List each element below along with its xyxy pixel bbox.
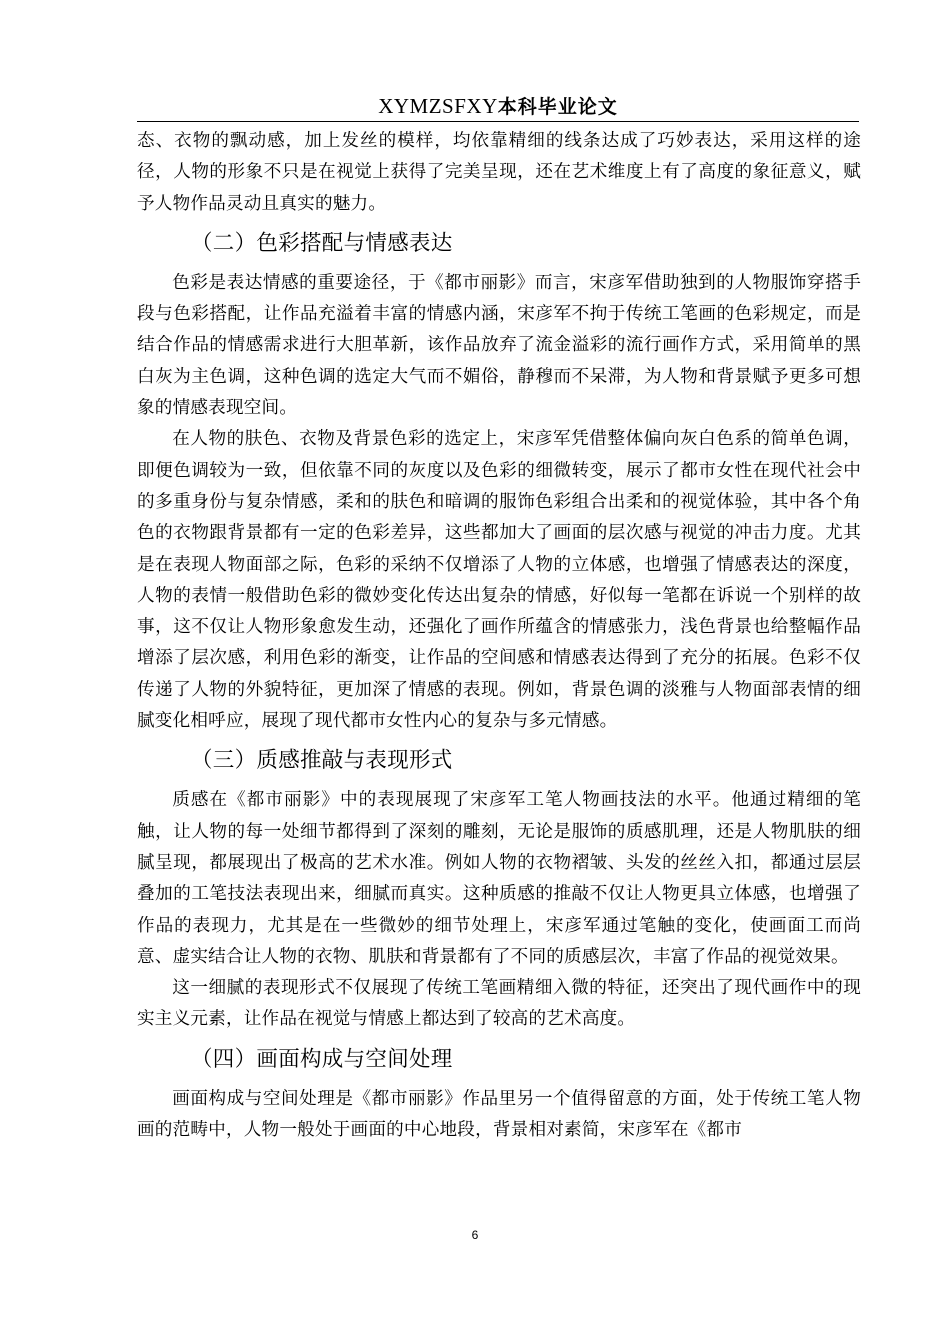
page-number: 6 xyxy=(471,1228,479,1242)
running-header xyxy=(137,92,859,120)
paragraph: 质感在《都市丽影》中的表现展现了宋彦军工笔人物画技法的水平。他通过精细的笔触，让人物的每一处细节都得到了深刻的雕刻，无论是服饰的质感肌理，还是人物肌肤的细腻呈现，都展现出了极高的艺术水准。例如人物的衣物褶皱、头发的丝丝入扣，都通过层层叠加的工笔技法表现出来，细腻而真实。这种质感的推敲不仅让人物更具立体感，也增强了作品的表现力，尤其是在一些微妙的细节处理上，宋彦军通过笔触的变化，使画面工而尚意、虚实结合让人物的衣物、肌肤和背景都有了不同的质感层次，丰富了作品的视觉效果。 xyxy=(137,790,861,967)
continued-paragraph: 态、衣物的飘动感，加上发丝的模样，均依靠精细的线条达成了巧妙表达，采用这样的途径，人物的形象不只是在视觉上获得了完美呈现，还在艺术维度上有了高度的象征意义，赋予人物作品灵动且真实的魅力。 xyxy=(137,131,861,214)
header-rule xyxy=(137,121,859,122)
section-heading-composition: （四）画面构成与空间处理 xyxy=(191,1046,453,1072)
paragraph: 这一细腻的表现形式不仅展现了传统工笔画精细入微的特征，还突出了现代画作中的现实主义元素，让作品在视觉与情感上都达到了较高的艺术高度。 xyxy=(137,978,861,1030)
body-text xyxy=(137,126,861,1146)
paragraph: 在人物的肤色、衣物及背景色彩的选定上，宋彦军凭借整体偏向灰白色系的简单色调，即便色调较为一致，但依靠不同的灰度以及色彩的细微转变，展示了都市女性在现代社会中的多重身份与复杂情感，柔和的肤色和暗调的服饰色彩组合出柔和的视觉体验，其中各个角色的衣物跟背景都有一定的色彩差异，这些都加大了画面的层次感与视觉的冲击力度。尤其是在表现人物面部之际，色彩的采纳不仅增添了人物的立体感，也增强了情感表达的深度，人物的表情一般借助色彩的微妙变化传达出复杂的情感，好似每一笔都在诉说一个别样的故事，这不仅让人物形象愈发生动，还强化了画作所蕴含的情感张力，浅色背景也给整幅作品增添了层次感，利用色彩的渐变，让作品的空间感和情感表达得到了充分的拓展。色彩不仅传递了人物的外貌特征，更加深了情感的表现。例如，背景色调的淡雅与人物面部表情的细腻变化相呼应，展现了现代都市女性内心的复杂与多元情感。 xyxy=(137,429,861,732)
section-heading-color: （二）色彩搭配与情感表达 xyxy=(191,230,453,256)
paragraph: 画面构成与空间处理是《都市丽影》作品里另一个值得留意的方面，处于传统工笔人物画的范畴中，人物一般处于画面的中心地段，背景相对素简，宋彦军在《都市 xyxy=(137,1088,861,1141)
header-code: XYMZSFXY xyxy=(378,94,498,118)
paragraph: 色彩是表达情感的重要途径，于《都市丽影》而言，宋彦军借助独到的人物服饰穿搭手段与色彩搭配，让作品充溢着丰富的情感内涵，宋彦军不拘于传统工笔画的色彩规定，而是结合作品的情感需求进行大胆革新，该作品放弃了流金溢彩的流行画作方式，采用简单的黑白灰为主色调，这种色调的选定大气而不媚俗，静穆而不呆滞，为人物和背景赋予更多可想象的情感表现空间。 xyxy=(137,272,861,419)
header-title: 本科毕业论文 xyxy=(497,96,618,118)
section-heading-texture: （三）质感推敲与表现形式 xyxy=(191,748,453,774)
